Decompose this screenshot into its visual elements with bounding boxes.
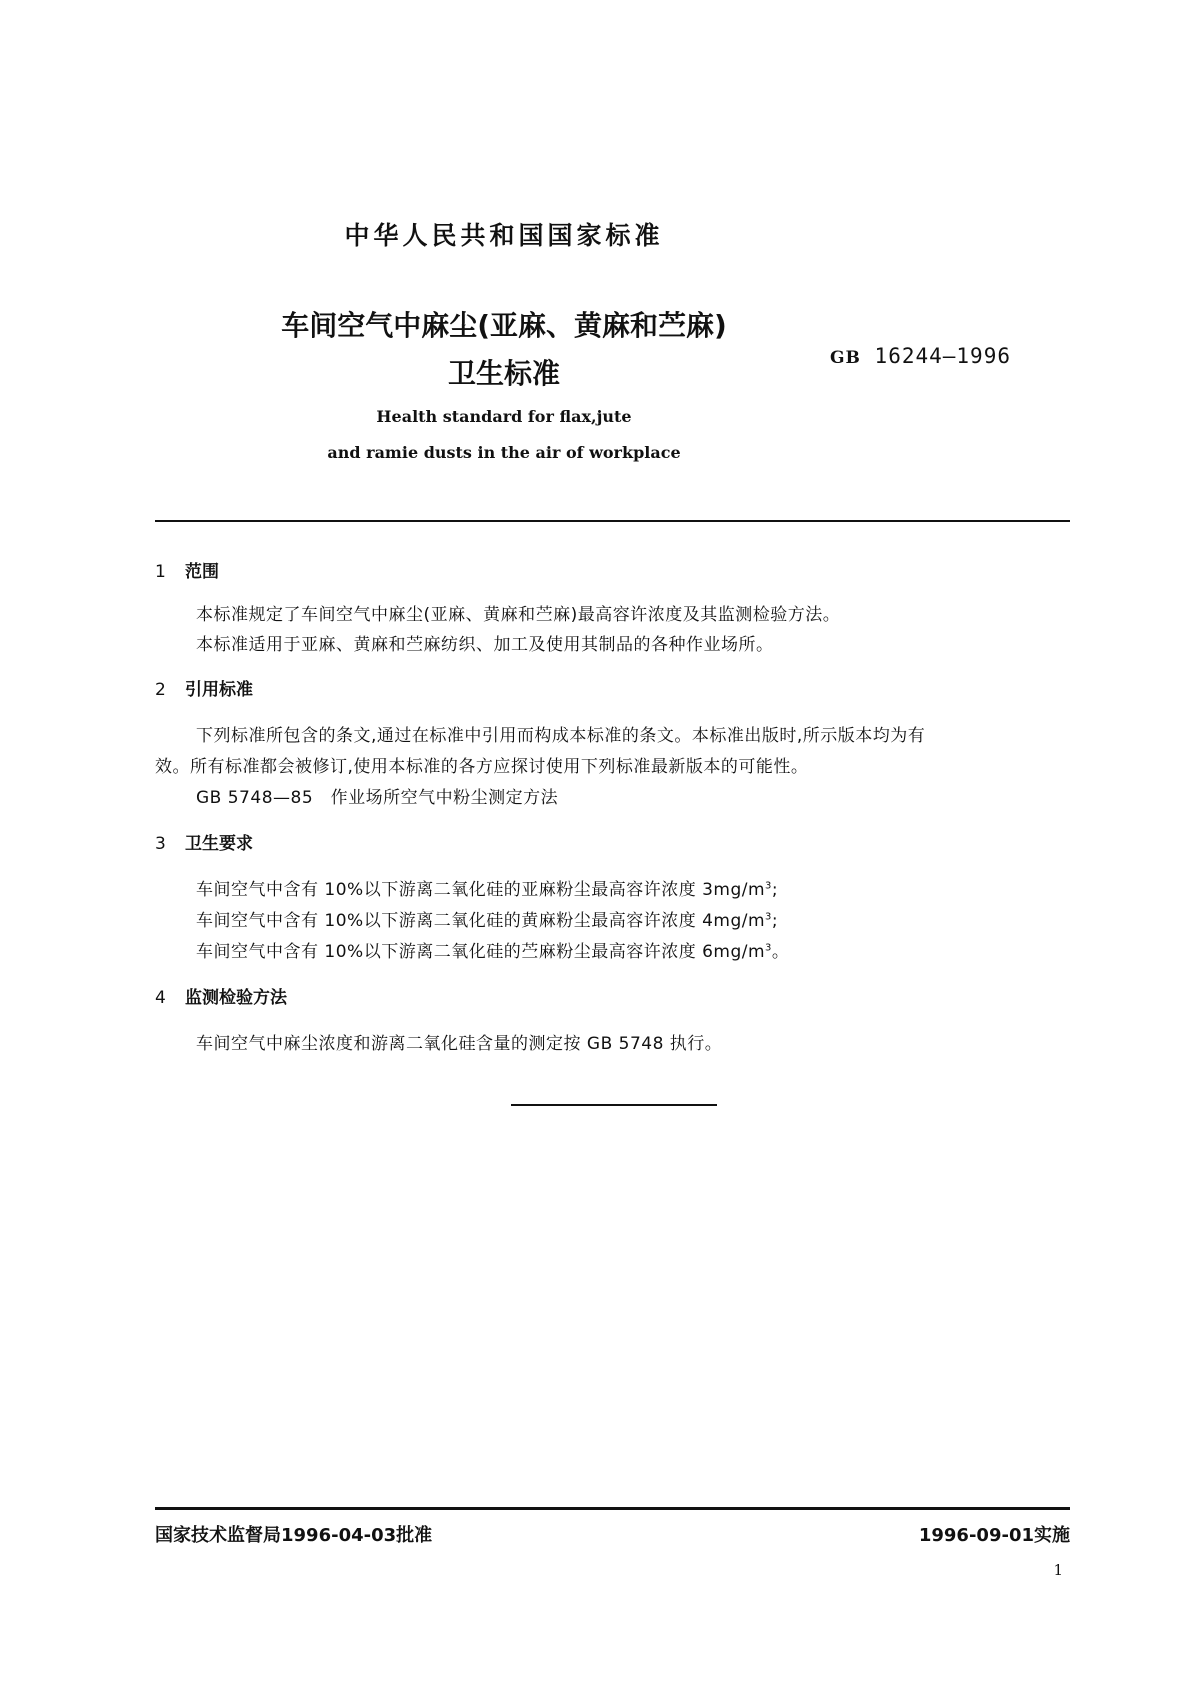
national-standard-heading: 中华人民共和国国家标准 (344, 221, 664, 250)
effective-date: 1996-09-01实施 (918, 1525, 1070, 1546)
section-1-paragraph: 本标准适用于亚麻、黄麻和苎麻纺织、加工及使用其制品的各种作业场所。 (196, 635, 774, 655)
section-1-heading (155, 557, 219, 582)
section-title: 监测检验方法 (185, 988, 287, 1008)
section-2-paragraph: 效。所有标准都会被修订,使用本标准的各方应探讨使用下列标准最新版本的可能性。 (155, 757, 809, 777)
requirement-ending: ; (771, 880, 779, 900)
section-4-paragraph: 车间空气中麻尘浓度和游离二氧化硅含量的测定按 GB 5748 执行。 (196, 1034, 723, 1054)
section-4-heading (155, 983, 287, 1008)
title-cn-line1: 车间空气中麻尘(亚麻、黄麻和苎麻) (281, 309, 727, 342)
section-2-paragraph: 下列标准所包含的条文,通过在标准中引用而构成本标准的条文。本标准出版时,所示版本均为有 (196, 726, 926, 746)
requirement-text: 车间空气中含有 10%以下游离二氧化硅的黄麻粉尘最高容许浓度 4mg/m (196, 911, 766, 931)
footer-divider (155, 1507, 1070, 1510)
section-1-paragraph: 本标准规定了车间空气中麻尘(亚麻、黄麻和苎麻)最高容许浓度及其监测检验方法。 (196, 605, 841, 625)
superscript: 3 (765, 880, 772, 892)
section-number: 2 (155, 680, 166, 700)
section-number: 4 (155, 988, 166, 1008)
requirement-ending: ; (771, 911, 779, 931)
section-number: 1 (155, 562, 166, 582)
title-en-line1: Health standard for flax,jute (376, 407, 632, 426)
section-3-heading (155, 829, 253, 854)
section-3-requirement (196, 875, 778, 900)
title-en-line2: and ramie dusts in the air of workplace (327, 443, 681, 462)
end-of-text-rule (511, 1104, 717, 1106)
section-2-reference: GB 5748—85 作业场所空气中粉尘测定方法 (196, 788, 559, 808)
section-title: 引用标准 (185, 680, 253, 700)
header-divider (155, 520, 1070, 522)
page-number: 1 (1053, 1561, 1063, 1579)
section-2-heading (155, 675, 253, 700)
standard-code-prefix: GB (830, 348, 861, 368)
approval-date: 国家技术监督局1996-04-03批准 (155, 1525, 433, 1546)
requirement-text: 车间空气中含有 10%以下游离二氧化硅的苎麻粉尘最高容许浓度 6mg/m (196, 942, 766, 962)
standard-code (830, 344, 1011, 368)
requirement-ending: 。 (771, 942, 790, 962)
section-title: 范围 (185, 562, 219, 582)
section-3-requirement (196, 937, 789, 962)
section-title: 卫生要求 (185, 834, 253, 854)
standard-code-number: 16244—1996 (874, 344, 1011, 368)
section-3-requirement (196, 906, 778, 931)
title-cn-line2: 卫生标准 (447, 357, 560, 390)
section-number: 3 (155, 834, 166, 854)
superscript: 3 (765, 942, 772, 954)
superscript: 3 (765, 911, 772, 923)
requirement-text: 车间空气中含有 10%以下游离二氧化硅的亚麻粉尘最高容许浓度 3mg/m (196, 880, 766, 900)
